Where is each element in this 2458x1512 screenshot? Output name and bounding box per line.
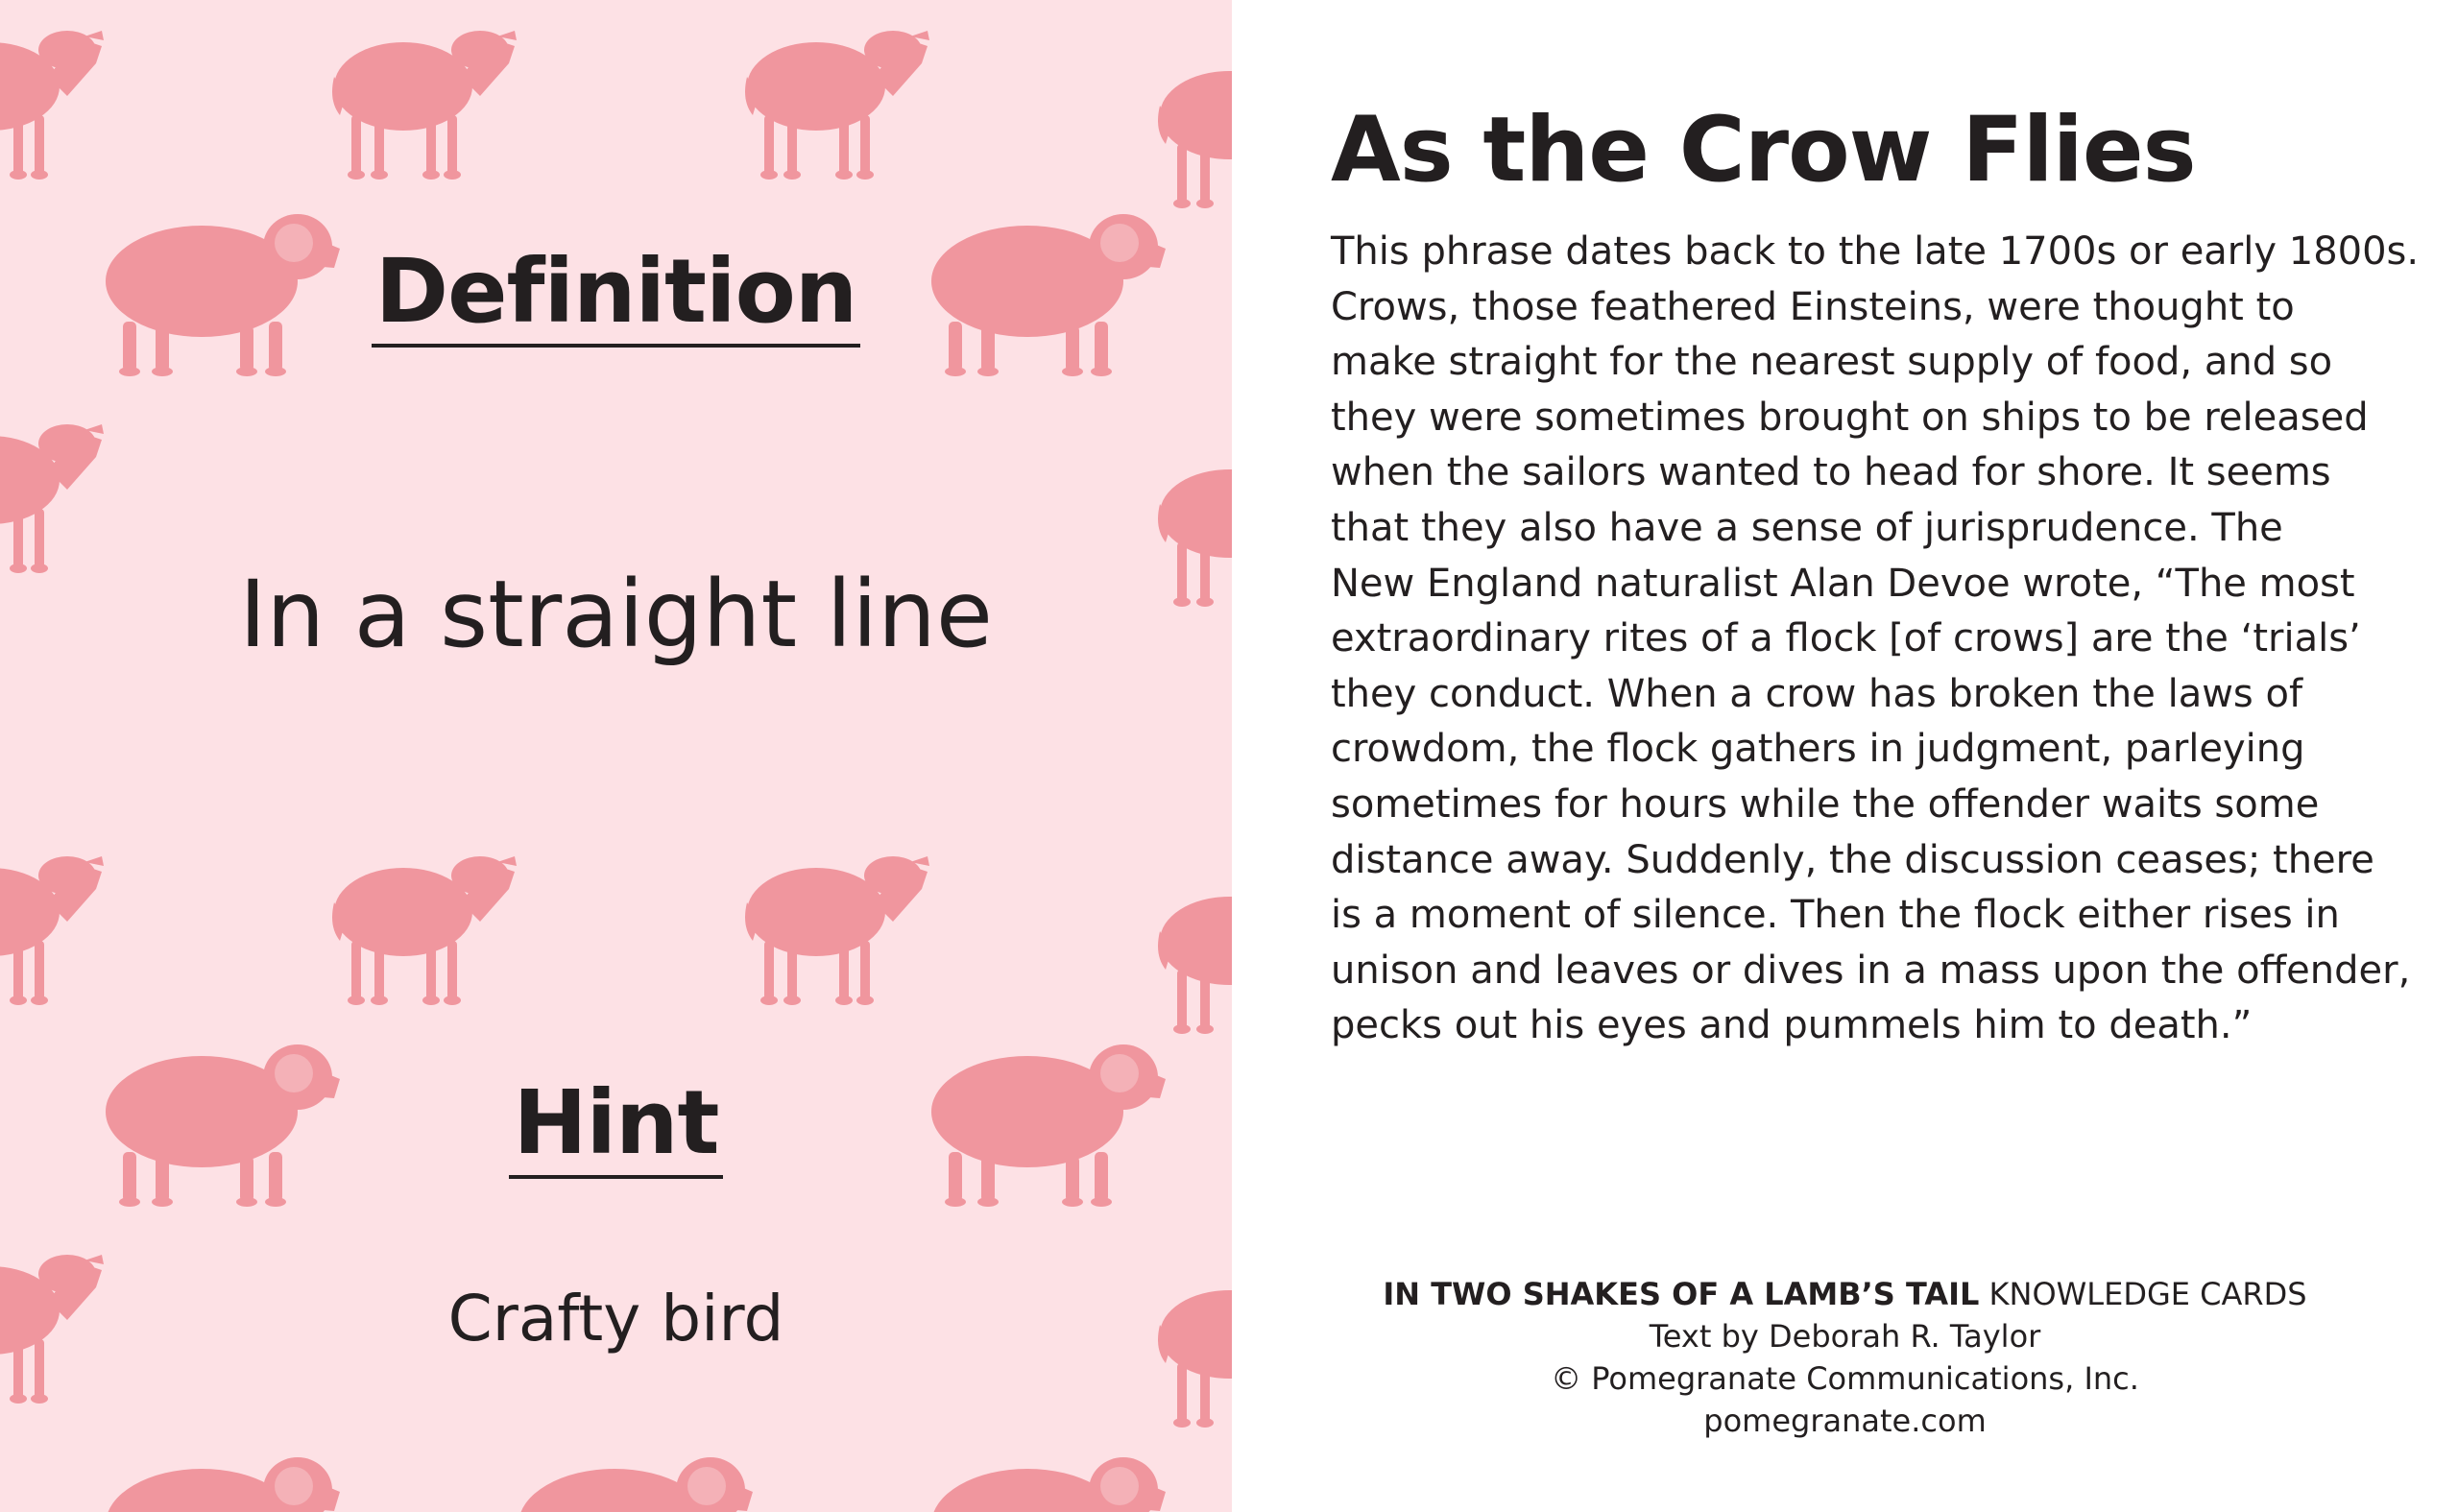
sheep-icon: [0, 403, 106, 581]
sheep-icon: [518, 1440, 759, 1512]
copyright-line: © Pomegranate Communications, Inc.: [1551, 1360, 2139, 1397]
definition-heading: [0, 240, 1232, 348]
sheep-icon: [326, 10, 518, 187]
body-line: that they also have a sense of jurisprudence. The: [1331, 505, 2283, 550]
credits-footer: [1232, 1273, 2458, 1442]
body-line: distance away. Suddenly, the discussion ceases; there: [1331, 837, 2374, 882]
sheep-icon: [739, 835, 931, 1013]
series-line: [1232, 1273, 2458, 1315]
series-title: IN TWO SHAKES OF A LAMB’S TAIL: [1383, 1276, 1980, 1312]
definition-heading-label: Definition: [372, 248, 861, 348]
body-line: New England naturalist Alan Devoe wrote, “The most: [1331, 561, 2355, 606]
sheep-icon: [1152, 864, 1232, 1042]
card-body: [1331, 225, 2419, 1054]
body-line: pecks out his eyes and pummels him to death.”: [1331, 1003, 2253, 1048]
author-credit: Text by Deborah R. Taylor: [1649, 1318, 2041, 1355]
sheep-icon: [106, 1440, 346, 1512]
sheep-icon: [739, 10, 931, 187]
body-line: unison and leaves or dives in a mass upon the offender,: [1331, 948, 2411, 993]
body-line: when the sailors wanted to head for shore. It seems: [1331, 450, 2331, 495]
right-panel: [1232, 0, 2458, 1512]
sheep-icon: [326, 835, 518, 1013]
sheep-icon: [0, 10, 106, 187]
website-link[interactable]: pomegranate.com: [1703, 1403, 1987, 1439]
body-line: is a moment of silence. Then the flock either rises in: [1331, 893, 2340, 938]
hint-text: Crafty bird: [447, 1282, 784, 1356]
body-line: crowdom, the flock gathers in judgment, parleying: [1331, 727, 2305, 772]
series-subtitle: KNOWLEDGE CARDS: [1979, 1276, 2307, 1312]
body-line: sometimes for hours while the offender waits some: [1331, 781, 2320, 827]
body-line: they were sometimes brought on ships to be released: [1331, 395, 2369, 440]
sheep-icon: [0, 835, 106, 1013]
sheep-icon: [1152, 38, 1232, 216]
body-line: make straight for the nearest supply of food, and so: [1331, 340, 2333, 385]
body-line: Crows, those feathered Einsteins, were thought to: [1331, 284, 2295, 329]
card-title: As the Crow Flies: [1331, 98, 2196, 203]
body-line: This phrase dates back to the late 1700s or early 1800s.: [1331, 229, 2420, 274]
body-line: they conduct. When a crow has broken the laws of: [1331, 671, 2303, 716]
body-line: extraordinary rites of a flock [of crows] are the ‘trials’: [1331, 616, 2361, 661]
definition-text: In a straight line: [239, 561, 993, 668]
hint-heading-label: Hint: [509, 1079, 722, 1179]
sheep-icon: [931, 1440, 1171, 1512]
hint-heading: [0, 1071, 1232, 1179]
